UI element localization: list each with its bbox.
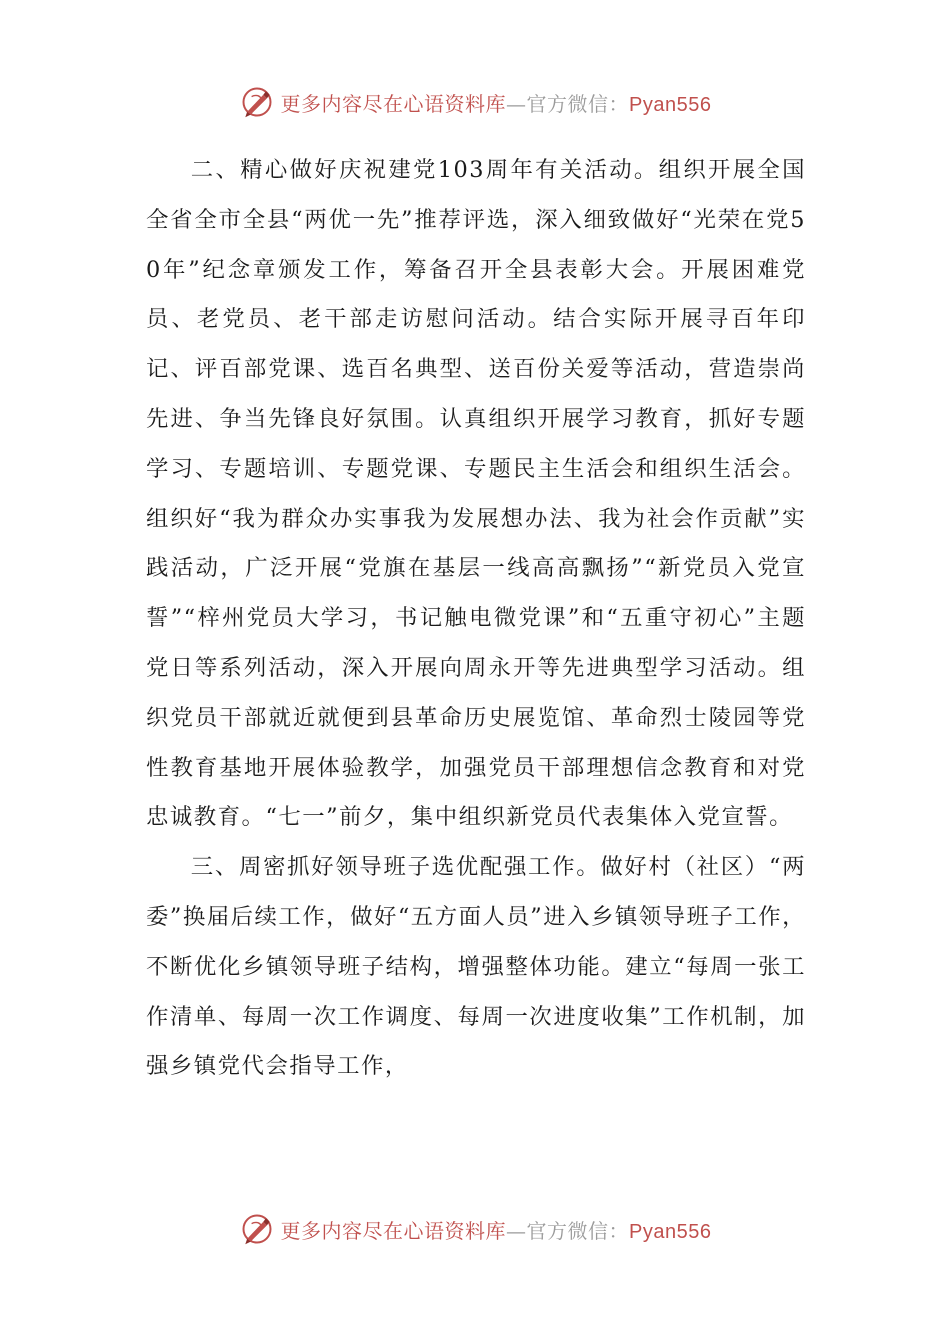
document-body <box>146 146 806 1092</box>
watermark-text <box>281 1215 712 1244</box>
watermark-text <box>281 88 712 117</box>
paragraph-section-three: 三、周密抓好领导班子选优配强工作。做好村（社区）“两委”换届后续工作，做好“五方面人员”进入乡镇领导班子工作，不断优化乡镇领导班子结构，增强整体功能。建立“每周一张工作清单、每周一次工作调度、每周一次进度收集”工作机制，加强乡镇党代会指导工作， <box>146 854 806 1080</box>
footer-watermark-banner <box>0 1207 950 1251</box>
watermark-separator: — <box>506 91 527 116</box>
watermark-wechat-id: Pyan556 <box>629 93 712 116</box>
watermark-brand: 更多内容尽在心语资料库 <box>280 1218 507 1243</box>
footer-watermark <box>239 1211 712 1247</box>
paragraph-section-two: 二、精心做好庆祝建党103周年有关活动。组织开展全国全省全市全县“两优一先”推荐评选，深入细致做好“光荣在党50年”纪念章颁发工作，筹备召开全县表彰大会。开展困难党员、老党员、老干部走访慰问活动。结合实际开展寻百年印记、评百部党课、选百名典型、送百份关爱等活动，营造崇尚先进、争当先锋良好氛围。认真组织开展学习教育，抓好专题学习、专题培训、专题党课、专题民主生活会和组织生活会。组织好“我为群众办实事我为发展想办法、我为社会作贡献”实践活动，广泛开展“党旗在基层一线高高飘扬”“新党员入党宣誓”“梓州党员大学习，书记触电微党课”和“五重守初心”主题党日等系列活动，深入开展向周永开等先进典型学习活动。组织党员干部就近就便到县革命历史展览馆、革命烈士陵园等党性教育基地开展体验教学，加强党员干部理想信念教育和对党忠诚教育。“七一”前夕，集中组织新党员代表集体入党宣誓。 <box>146 157 806 831</box>
watermark-brand: 更多内容尽在心语资料库 <box>280 91 507 116</box>
watermark-separator: — <box>506 1218 527 1243</box>
pen-logo-icon <box>239 84 275 120</box>
header-watermark <box>239 84 712 120</box>
pen-logo-icon <box>239 1211 275 1247</box>
watermark-label: 官方微信： <box>526 91 630 116</box>
watermark-wechat-id: Pyan556 <box>629 1220 712 1243</box>
header-watermark-banner <box>0 80 950 124</box>
watermark-label: 官方微信： <box>526 1218 630 1243</box>
